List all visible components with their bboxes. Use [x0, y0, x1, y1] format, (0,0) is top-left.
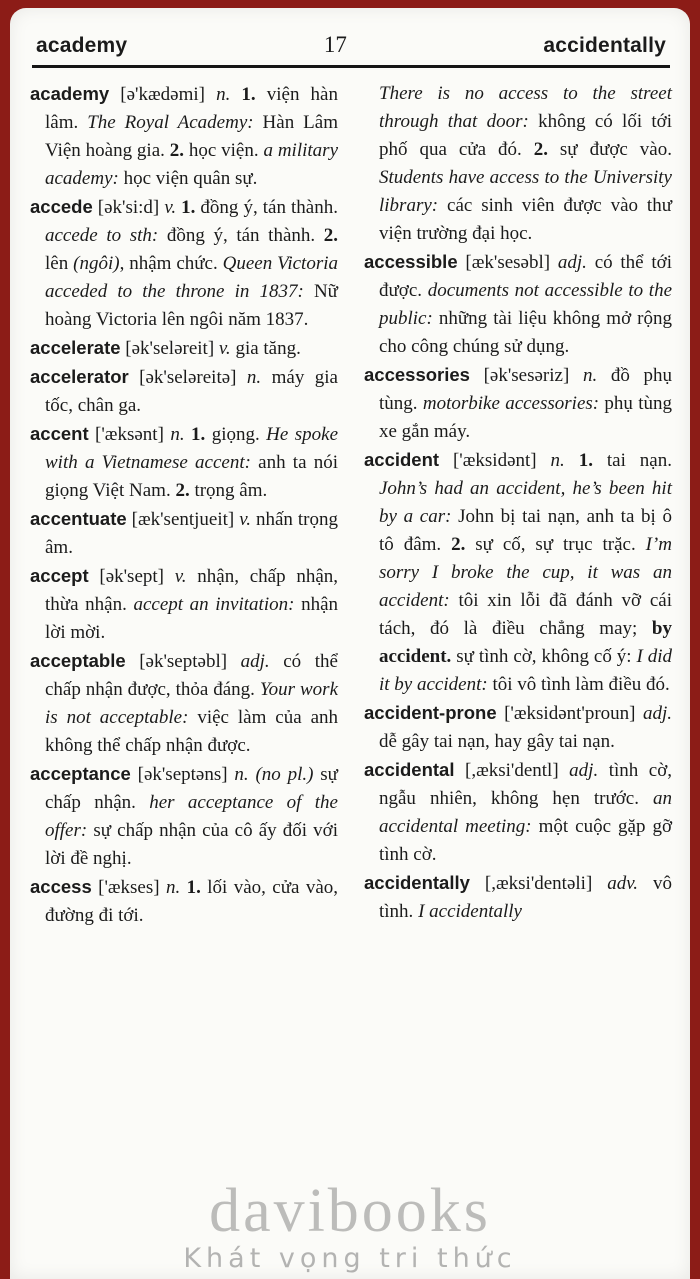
headword: accessories — [364, 364, 470, 385]
entry-segment: việc làm của anh không thể chấp nhận được. — [45, 707, 338, 756]
headword: acceptable — [30, 650, 126, 671]
page-header — [30, 32, 672, 58]
entry-segment: her acceptance of the offer: — [45, 792, 338, 841]
entry-segment: documents not accessible to the public: — [379, 280, 672, 329]
entry-segment: accede to sth: — [45, 225, 159, 246]
entry-segment: tai nạn. — [592, 450, 672, 471]
dictionary-entry — [30, 760, 338, 873]
dictionary-entry — [30, 80, 338, 193]
dictionary-entry — [364, 446, 672, 699]
entry-segment: an accidental meeting: — [379, 788, 672, 837]
entry-segment: giọng. — [205, 424, 267, 445]
entry-segment: không có lối tới phố qua cửa đó. — [379, 111, 672, 160]
entry-segment: n. — [216, 84, 242, 105]
entry-segment: I accidentally — [418, 901, 522, 922]
entry-segment: ['æksənt] — [88, 424, 171, 445]
entry-segment: gia tăng. — [230, 338, 301, 359]
entry-segment: adj. — [642, 703, 672, 724]
entry-segment: n. (no pl.) — [234, 764, 314, 785]
entry-segment: [ək'septəns] — [130, 764, 235, 785]
entry-segment: n. — [170, 424, 192, 445]
entry-segment: viện hàn lâm. — [45, 84, 338, 133]
entry-segment: He spoke with a Vietnamese accent: — [45, 424, 339, 473]
headword: accent — [30, 423, 89, 444]
entry-segment: ['æksidənt'proun] — [496, 703, 643, 724]
entry-segment: [ək'sesəriz] — [469, 365, 583, 386]
entry-segment: vô tình. — [379, 873, 672, 922]
entry-segment: [,æksi'dentl] — [454, 760, 570, 781]
dictionary-page — [10, 8, 690, 1279]
entry-segment: There is no access to the street through that door: — [379, 83, 672, 132]
entry-segment: n. — [246, 367, 262, 388]
entry-segment: 2. — [323, 225, 338, 246]
header-guide-word-left: academy — [36, 34, 128, 57]
entry-segment: đồng ý, tán thành. — [195, 197, 338, 218]
dictionary-entry — [30, 873, 338, 930]
entry-segment: 2. — [175, 480, 190, 501]
headword: accelerate — [30, 337, 121, 358]
entry-segment: có thể chấp nhận được, thỏa đáng. — [45, 651, 338, 700]
entry-segment: [ə'kædəmi] — [109, 84, 217, 105]
entry-segment: motorbike accessories: — [422, 393, 600, 414]
entry-segment: 2. — [451, 534, 466, 555]
entry-segment: sự được vào. — [547, 139, 672, 160]
entry-segment: by accident. — [379, 618, 672, 667]
entry-segment: Students have access to the University library: — [379, 167, 672, 216]
headword: accidentally — [364, 872, 470, 893]
entry-segment: Your work is not acceptable: — [45, 679, 339, 728]
entry-segment: học viện. — [184, 140, 264, 161]
dictionary-entry — [30, 363, 338, 420]
entry-segment: v. — [218, 338, 231, 359]
entry-segment: [ək'septəbl] — [125, 651, 241, 672]
entry-segment: Nữ hoàng Victoria lên ngôi năm 1837. — [45, 281, 338, 330]
entry-segment: ['æksidənt] — [439, 450, 551, 471]
entry-segment: nhận, chấp nhận, thừa nhận. — [45, 566, 339, 615]
entry-segment: , nhậm chức. — [119, 253, 223, 274]
dictionary-entry — [30, 647, 338, 760]
headword: accede — [30, 196, 93, 217]
entry-segment: The Royal Academy: — [87, 112, 254, 133]
headword: accident-prone — [364, 702, 497, 723]
dictionary-entry — [364, 699, 672, 756]
entry-segment: [ək'si:d] — [92, 197, 165, 218]
entry-segment: Queen Victoria acceded to the throne in 1837: — [45, 253, 338, 302]
entry-segment: những tài liệu không mở rộng cho công chúng sử dụng. — [379, 308, 672, 357]
dictionary-entry — [30, 420, 338, 505]
entry-segment: học viện quân sự. — [118, 168, 258, 189]
entry-segment: sự chấp nhận của cô ấy đối với lời đề nghị. — [45, 820, 338, 869]
dictionary-entry — [364, 756, 672, 869]
entry-segment: sự chấp nhận. — [45, 764, 338, 813]
entry-segment: Hàn Lâm Viện hoàng gia. — [45, 112, 338, 161]
entry-segment: [ək'seləreitə] — [128, 367, 247, 388]
entry-segment: một cuộc gặp gỡ tình cờ. — [379, 816, 673, 865]
entry-segment: tôi vô tình làm điều đó. — [487, 674, 670, 695]
entry-segment: v. — [174, 566, 187, 587]
entry-segment: tôi xin lỗi đã đánh vỡ cái tách, đó là điều chẳng may; — [379, 590, 672, 639]
watermark — [10, 1177, 690, 1277]
entry-segment: I did it by accident: — [379, 646, 672, 695]
left-column — [30, 80, 338, 930]
headword: accelerator — [30, 366, 129, 387]
entry-segment: máy gia tốc, chân ga. — [45, 367, 338, 416]
headword: accentuate — [30, 508, 127, 529]
entry-segment: [æk'sentjueit] — [126, 509, 240, 530]
entry-segment: anh ta nói giọng Việt Nam. — [45, 452, 338, 501]
entry-segment: nhận lời mời. — [45, 594, 338, 643]
entry-segment: lên — [45, 253, 74, 274]
entry-segment: 1. — [578, 450, 593, 471]
entry-segment: adj. — [569, 760, 599, 781]
entry-segment: [,æksi'dentəli] — [469, 873, 608, 894]
entry-segment: phụ tùng xe gắn máy. — [379, 393, 672, 442]
entry-segment: adj. — [240, 651, 270, 672]
entry-segment: adv. — [607, 873, 639, 894]
entry-segment: [ək'seləreit] — [120, 338, 219, 359]
headword: academy — [30, 83, 110, 104]
entry-segment: lối vào, cửa vào, đường đi tới. — [45, 877, 338, 926]
entry-segment: 2. — [169, 140, 185, 161]
entry-segment: có thể tới được. — [379, 252, 673, 301]
entry-segment: trọng âm. — [189, 480, 268, 501]
dictionary-entry — [30, 193, 338, 334]
headword: accept — [30, 565, 89, 586]
headword: accidental — [364, 759, 455, 780]
dictionary-entry — [364, 869, 672, 926]
entry-segment: v. — [164, 197, 182, 218]
entry-segment: 1. — [181, 197, 196, 218]
watermark-slogan: Khát vọng tri thức — [183, 1243, 517, 1274]
entry-segment: nhấn trọng âm. — [45, 509, 338, 558]
dictionary-entry — [30, 505, 338, 562]
entry-segment: 2. — [533, 139, 548, 160]
entry-segment: dễ gây tai nạn, hay gây tai nạn. — [379, 731, 615, 752]
entry-segment: John’s had an accident, he’s been hit by a car: — [379, 478, 672, 527]
entry-segment: sự cố, sự trục trặc. — [465, 534, 646, 555]
right-column — [364, 80, 672, 930]
entry-segment: 1. — [186, 877, 201, 898]
entry-segment: I’m sorry I broke the cup, it was an accident: — [379, 534, 672, 611]
text-columns — [30, 80, 672, 930]
entry-segment: [ək'sept] — [88, 566, 175, 587]
entry-segment: đồ phụ tùng. — [379, 365, 672, 414]
entry-segment: các sinh viên được vào thư viện trường đại học. — [379, 195, 672, 244]
dictionary-entry — [364, 248, 672, 361]
dictionary-entry — [30, 562, 338, 647]
entry-segment: n. — [165, 877, 187, 898]
entry-segment: n. — [582, 365, 598, 386]
header-rule — [32, 65, 670, 68]
entry-segment: v. — [239, 509, 252, 530]
entry-segment: accept an invitation: — [133, 594, 295, 615]
header-guide-word-right: accidentally — [543, 34, 666, 57]
entry-segment: đồng ý, tán thành. — [158, 225, 324, 246]
entry-segment: 1. — [191, 424, 206, 445]
entry-segment: tình cờ, ngẫu nhiên, không hẹn trước. — [379, 760, 672, 809]
watermark-brand: davibooks — [209, 1177, 491, 1245]
entry-segment: John bị tai nạn, anh ta bị ô tô đâm. — [379, 506, 672, 555]
entry-segment: (ngôi) — [73, 253, 120, 274]
dictionary-entry — [364, 361, 672, 446]
entry-segment: n. — [550, 450, 579, 471]
entry-segment: 1. — [241, 84, 256, 105]
entry-segment: a military academy: — [45, 140, 339, 189]
entry-segment: sự tình cờ, không cố ý: — [451, 646, 637, 667]
headword: acceptance — [30, 763, 131, 784]
entry-continuation — [364, 80, 672, 248]
headword: accident — [364, 449, 440, 470]
dictionary-entry — [30, 334, 338, 363]
entry-segment: ['ækses] — [91, 877, 166, 898]
headword: access — [30, 876, 92, 897]
entry-segment: [æk'sesəbl] — [457, 252, 558, 273]
entry-segment: adj. — [557, 252, 587, 273]
headword: accessible — [364, 251, 458, 272]
page-number: 17 — [323, 32, 347, 57]
